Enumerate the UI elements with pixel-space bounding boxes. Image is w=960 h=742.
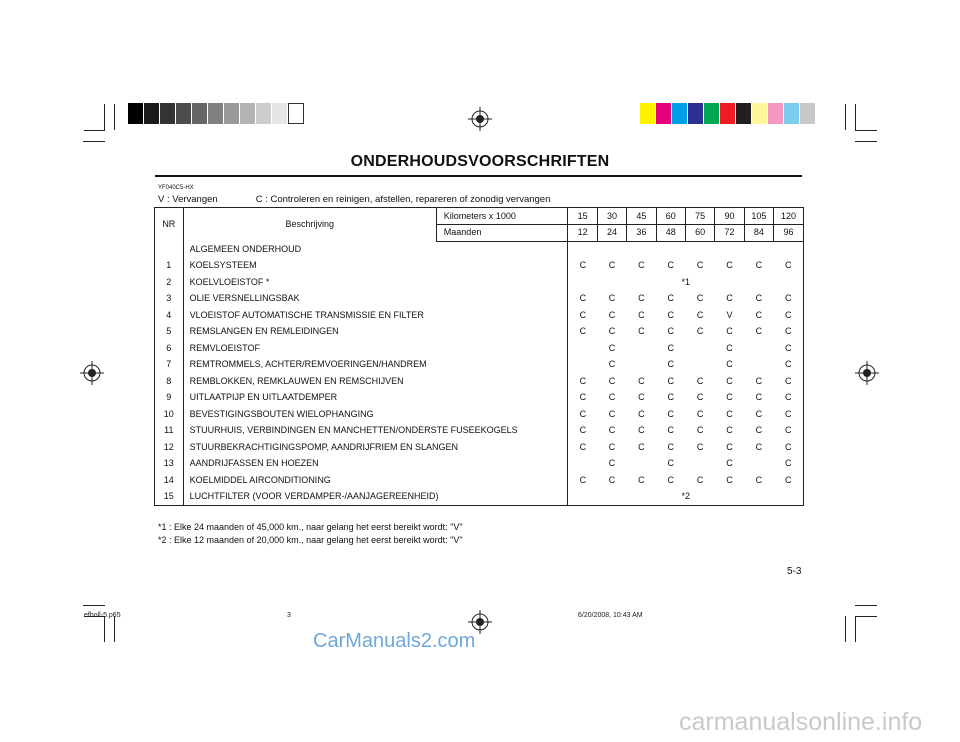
service-action: C [696,408,704,419]
section-title: ALGEMEEN ONDERHOUD [189,244,302,254]
color-swatch [800,103,816,124]
service-action: C [638,408,645,419]
service-action: C [667,309,674,320]
service-action [568,456,597,473]
service-action: C [638,326,645,337]
table-row [155,274,803,291]
service-action: C [568,472,597,489]
watermark-carmanuals2: CarManuals2.com [313,630,476,652]
service-action: C [755,441,763,452]
color-swatch [656,103,672,124]
color-swatch [704,103,720,124]
service-action: C [785,408,792,419]
table-row [155,357,803,374]
row-description: REMTROMMELS, ACHTER/REMVOERINGEN/HANDREM [189,359,427,370]
service-action: C [696,326,704,337]
table-row [155,390,803,407]
months-value: 84 [744,225,773,242]
service-action: C [755,293,763,304]
service-action: C [696,293,704,304]
service-action: C [785,458,792,469]
service-action: C [608,375,616,386]
row-description: BEVESTIGINGSBOUTEN WIELOPHANGING [189,408,374,419]
footnote-1: *1 : Elke 24 maanden of 45,000 km., naar gelang het eerst bereikt wordt: "V" [158,522,463,532]
row-number: 10 [155,406,183,423]
service-action: C [785,375,792,386]
row-note: *2 [568,489,803,506]
service-action [627,357,656,374]
km-value: 45 [627,208,656,225]
service-action: C [755,392,763,403]
service-action: C [638,392,645,403]
table-row [155,456,803,473]
color-swatch [224,103,240,124]
service-action: C [785,309,792,320]
watermark-carmanualsonline: carmanualsonline.info [679,708,923,736]
service-action: C [785,326,792,337]
registration-target-icon [855,361,879,385]
row-number: 5 [155,324,183,341]
row-number: 3 [155,291,183,308]
row-number: 14 [155,472,183,489]
table-row [155,324,803,341]
km-value: 90 [715,208,744,225]
row-description: AANDRIJFASSEN EN HOEZEN [189,458,319,469]
service-action: C [608,260,616,271]
row-description: UITLAATPIJP EN UITLAATDEMPER [189,392,338,403]
table-row [155,489,803,506]
row-description: VLOEISTOF AUTOMATISCHE TRANSMISSIE EN FILTER [189,309,424,320]
footnotes [158,521,463,547]
table-row [155,258,803,275]
color-swatch [256,103,272,124]
service-action: C [696,260,704,271]
service-action: C [667,408,674,419]
km-value: 15 [568,208,597,225]
page-number: 5-3 [787,566,802,577]
service-action [744,357,773,374]
service-action: C [608,425,616,436]
footer-filename: efholl-5.p65 [84,612,121,619]
color-swatch [192,103,208,124]
color-swatch [160,103,176,124]
service-action: C [608,458,616,469]
service-action: C [568,307,597,324]
row-description: STUURHUIS, VERBINDINGEN EN MANCHETTEN/ONDERSTE FUSEEKOGELS [189,425,518,436]
service-action: C [667,375,674,386]
color-swatch [272,103,288,124]
service-action: C [785,392,792,403]
service-action: C [638,474,645,485]
row-number: 4 [155,307,183,324]
color-swatch [736,103,752,124]
row-number: 13 [155,456,183,473]
grayscale-calibration-bar [128,103,304,124]
service-action: C [726,326,733,337]
color-swatch [240,103,256,124]
service-action: C [726,425,733,436]
nr-header: NR [155,208,183,241]
row-number: 15 [155,489,183,506]
service-action: C [638,375,645,386]
table-row [155,307,803,324]
service-action: C [696,309,704,320]
service-action: C [608,359,616,370]
service-action: C [755,309,763,320]
service-action: C [726,458,733,469]
footnote-2: *2 : Elke 12 maanden of 20,000 km., naar gelang het eerst bereikt wordt: "V" [158,535,463,545]
service-action: C [638,293,645,304]
row-description: REMSLANGEN EN REMLEIDINGEN [189,326,339,337]
color-swatch [176,103,192,124]
service-action [568,357,597,374]
service-action: V [726,309,733,320]
months-value: 60 [685,225,714,242]
km-value: 120 [774,208,803,225]
months-value: 72 [715,225,744,242]
color-swatch [144,103,160,124]
service-action: C [785,359,792,370]
row-description: REMVLOEISTOF [189,342,260,353]
color-swatch [784,103,800,124]
service-action: C [608,408,616,419]
months-value: 36 [627,225,656,242]
section-code: YF040C5-HX [158,185,194,191]
row-number: 12 [155,439,183,456]
service-action: C [608,326,616,337]
color-swatch [128,103,144,124]
row-description: OLIE VERSNELLINGSBAK [189,293,300,304]
km-value: 60 [656,208,685,225]
row-description: REMBLOKKEN, REMKLAUWEN EN REMSCHIJVEN [189,375,404,386]
service-action: C [755,408,763,419]
service-action: C [726,375,733,386]
service-action: C [568,390,597,407]
color-swatch [672,103,688,124]
registration-target-icon [80,361,104,385]
service-action: C [726,342,733,353]
service-action: C [696,425,704,436]
service-action: C [667,425,674,436]
service-action [744,340,773,357]
service-action: C [667,474,674,485]
service-action: C [568,258,597,275]
row-number: 6 [155,340,183,357]
service-action: C [568,291,597,308]
row-description: KOELSYSTEEM [189,260,257,271]
color-calibration-bar [640,103,816,124]
service-action: C [568,373,597,390]
service-action: C [608,474,616,485]
table-section-row [155,241,803,258]
row-number: 11 [155,423,183,440]
footer-datetime: 6/20/2008, 10:43 AM [578,612,643,619]
service-action: C [755,326,763,337]
color-swatch [768,103,784,124]
km-value: 30 [597,208,626,225]
service-action: C [785,260,792,271]
service-action: C [667,293,674,304]
service-action: C [726,359,733,370]
row-note: *1 [568,274,803,291]
color-swatch [288,103,304,124]
service-action: C [755,474,763,485]
months-value: 12 [568,225,597,242]
km-value: 75 [685,208,714,225]
service-action: C [755,375,763,386]
service-action: C [608,441,616,452]
km-value: 105 [744,208,773,225]
row-number: 1 [155,258,183,275]
service-action: C [667,392,674,403]
color-swatch [752,103,768,124]
row-description: KOELMIDDEL AIRCONDITIONING [189,474,331,485]
service-action: C [667,326,674,337]
row-description: LUCHTFILTER (VOOR VERDAMPER-/AANJAGEREENHEID) [189,491,439,502]
service-action: C [755,425,763,436]
service-action: C [785,293,792,304]
service-action: C [696,392,704,403]
color-swatch [720,103,736,124]
color-swatch [640,103,656,124]
registration-target-icon [468,107,492,131]
service-action: C [667,359,674,370]
service-action: C [785,474,792,485]
color-swatch [688,103,704,124]
months-header: Maanden [436,225,568,242]
service-action: C [696,474,704,485]
months-value: 96 [774,225,803,242]
service-action: C [667,458,674,469]
months-value: 48 [656,225,685,242]
service-action: C [608,293,616,304]
service-action: C [638,309,645,320]
table-row [155,340,803,357]
service-action: C [667,342,674,353]
legend-v: V : Vervangen [158,194,218,205]
service-action [627,456,656,473]
service-action: C [726,474,733,485]
service-action [568,340,597,357]
table-row [155,439,803,456]
legend-c: C : Controleren en reinigen, afstellen, repareren of zonodig vervangen [255,194,551,205]
service-action: C [667,441,674,452]
service-action: C [608,309,616,320]
table-row [155,373,803,390]
service-action: C [726,441,733,452]
table-row [155,423,803,440]
service-action: C [568,406,597,423]
service-action [744,456,773,473]
service-action: C [638,260,645,271]
description-header: Beschrijving [285,219,334,229]
service-action: C [638,441,645,452]
row-number: 2 [155,274,183,291]
service-action: C [755,260,763,271]
service-action: C [608,342,616,353]
page-title: ONDERHOUDSVOORSCHRIFTEN [350,153,610,170]
km-header: Kilometers x 1000 [436,208,568,225]
service-action: C [568,439,597,456]
row-number: 8 [155,373,183,390]
service-action: C [785,441,792,452]
color-swatch [208,103,224,124]
service-action: C [785,342,792,353]
service-action: C [726,392,733,403]
row-number: 7 [155,357,183,374]
service-action [685,456,714,473]
service-action [685,340,714,357]
table-row [155,291,803,308]
service-action [685,357,714,374]
service-action [627,340,656,357]
service-action: C [568,423,597,440]
table-row [155,472,803,489]
table-header-km [155,208,803,225]
service-action: C [696,441,704,452]
service-action: C [726,260,733,271]
row-number: 9 [155,390,183,407]
service-action: C [696,375,704,386]
footer-page: 3 [287,612,291,619]
row-description: STUURBEKRACHTIGINGSPOMP, AANDRIJFRIEM EN SLANGEN [189,441,459,452]
service-action: C [785,425,792,436]
service-action: C [667,260,674,271]
months-value: 24 [597,225,626,242]
service-action: C [608,392,616,403]
legend [158,194,550,205]
row-description: KOELVLOEISTOF * [189,276,270,287]
service-action: C [726,408,733,419]
service-action: C [726,293,733,304]
service-action: C [568,324,597,341]
maintenance-table [155,208,803,505]
service-action: C [638,425,645,436]
table-row [155,406,803,423]
title-rule [155,175,802,177]
